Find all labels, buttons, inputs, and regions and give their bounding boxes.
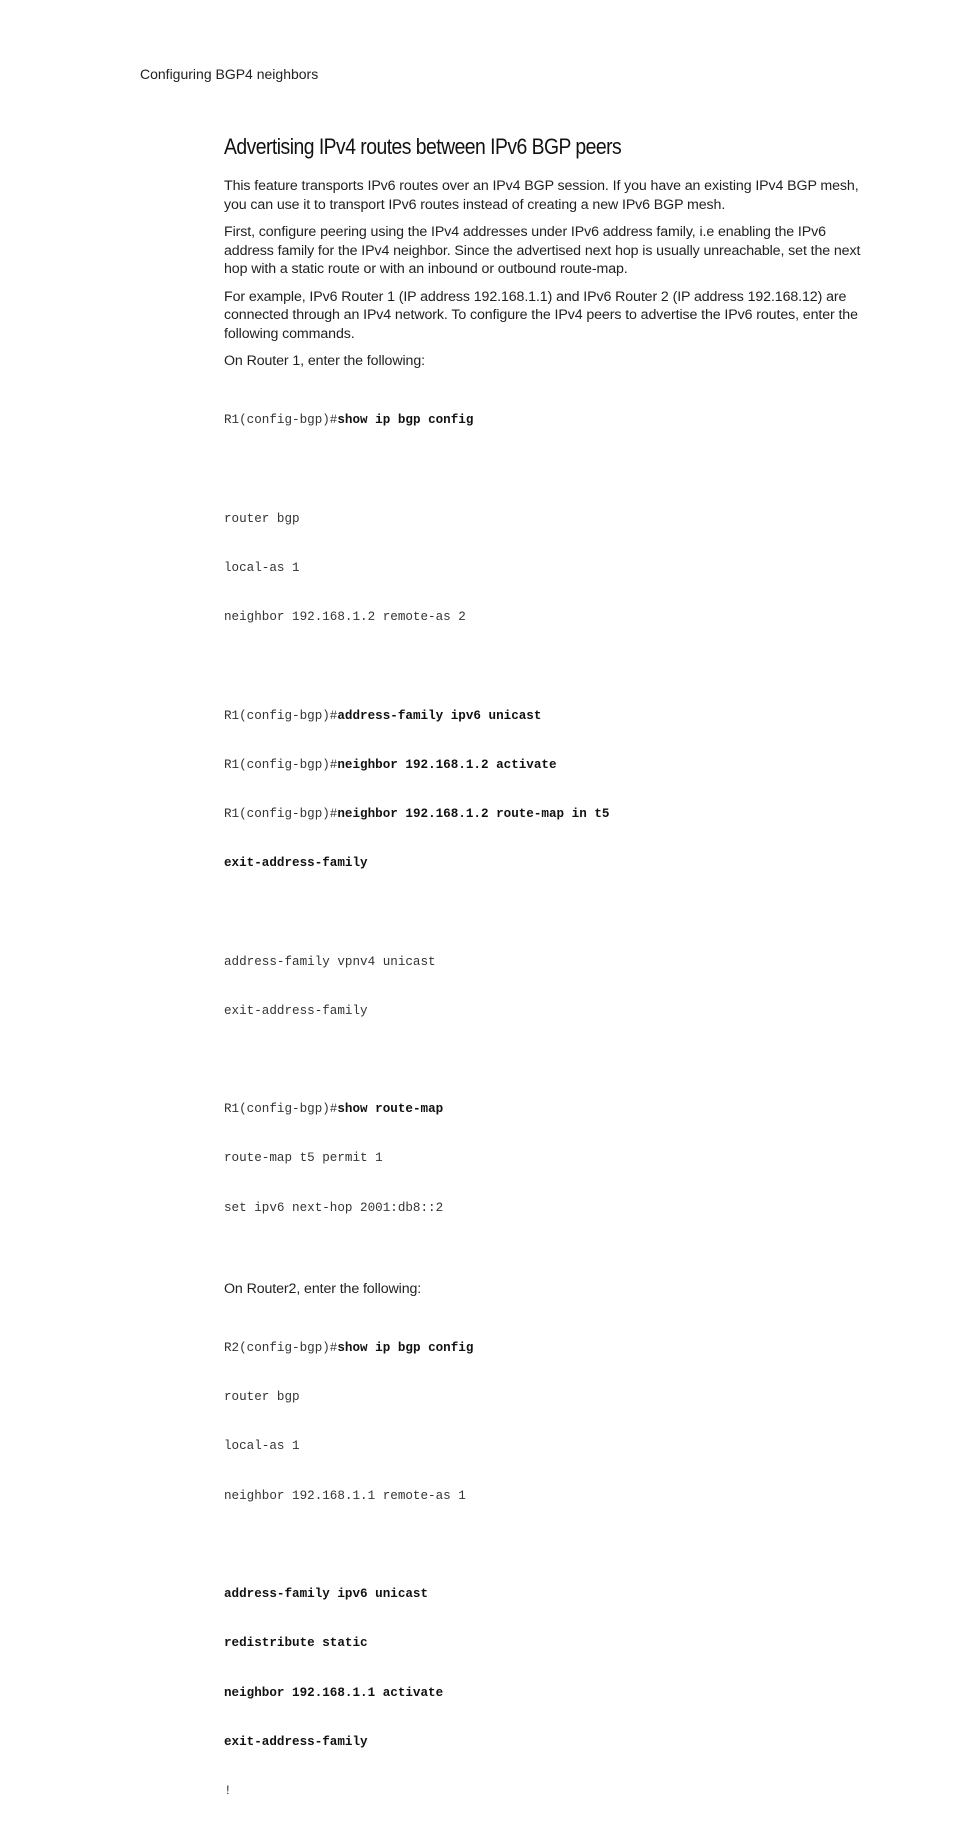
code-line bbox=[224, 1340, 870, 1356]
code-line bbox=[224, 855, 870, 871]
code-command: exit-address-family bbox=[224, 856, 368, 871]
router1-code-block bbox=[224, 380, 870, 1249]
code-prompt: R1(config-bgp)# bbox=[224, 1102, 338, 1117]
code-prompt: R2(config-bgp)# bbox=[224, 1341, 338, 1356]
code-command: neighbor 192.168.1.1 activate bbox=[224, 1685, 444, 1700]
code-line: neighbor 192.168.1.2 remote-as 2 bbox=[224, 610, 466, 625]
code-line bbox=[224, 412, 870, 428]
code-line: route-map t5 permit 1 bbox=[224, 1151, 383, 1166]
code-line bbox=[224, 708, 870, 724]
code-command: exit-address-family bbox=[224, 1734, 368, 1749]
code-line bbox=[224, 1685, 870, 1701]
code-line: router bgp bbox=[224, 511, 300, 526]
code-line: address-family vpnv4 unicast bbox=[224, 954, 436, 969]
peering-paragraph: First, configure peering using the IPv4 addresses under IPv6 address family, i.e enabling the IPv6 address family for the IPv4 neighbor. Since the advertised next hop is usually unreachable, set the next hop with a static route or with an inbound or outbound route-map. bbox=[224, 224, 861, 277]
code-prompt: R1(config-bgp)# bbox=[224, 413, 338, 428]
router2-code-block bbox=[224, 1307, 870, 1832]
running-header: Configuring BGP4 neighbors bbox=[140, 66, 319, 82]
code-line: neighbor 192.168.1.1 remote-as 1 bbox=[224, 1488, 466, 1503]
code-command: address-family ipv6 unicast bbox=[224, 1587, 429, 1602]
router2-intro: On Router2, enter the following: bbox=[224, 1280, 422, 1297]
code-line bbox=[224, 806, 870, 822]
router1-intro: On Router 1, enter the following: bbox=[224, 353, 425, 369]
code-prompt: R1(config-bgp)# bbox=[224, 806, 338, 821]
intro-paragraph: This feature transports IPv6 routes over an IPv4 BGP session. If you have an existing IPv4 BGP mesh, you can use it to transport IPv6 routes instead of creating a new IPv6 BGP mesh. bbox=[224, 178, 859, 213]
code-line bbox=[224, 1101, 870, 1117]
code-command: redistribute static bbox=[224, 1636, 368, 1651]
code-command: show ip bgp config bbox=[337, 1341, 474, 1356]
code-line: exit-address-family bbox=[224, 1003, 368, 1018]
code-line: local-as 1 bbox=[224, 1439, 300, 1454]
page-content bbox=[224, 133, 870, 1832]
example-paragraph: For example, IPv6 Router 1 (IP address 192.168.1.1) and IPv6 Router 2 (IP address 192.168.12) are connected through an IPv4 network. To configure the IPv4 peers to advertise the IPv6 routes, enter the following commands. bbox=[224, 288, 858, 342]
code-command: address-family ipv6 unicast bbox=[337, 708, 542, 723]
section-title: Advertising IPv4 routes between IPv6 BGP peers bbox=[224, 134, 622, 159]
code-line: set ipv6 next-hop 2001:db8::2 bbox=[224, 1200, 444, 1215]
code-line: local-as 1 bbox=[224, 560, 300, 575]
code-line bbox=[224, 1734, 870, 1750]
code-command: neighbor 192.168.1.2 activate bbox=[337, 757, 557, 772]
code-line bbox=[224, 1635, 870, 1651]
code-line bbox=[224, 1586, 870, 1602]
code-command: neighbor 192.168.1.2 route-map in t5 bbox=[337, 806, 610, 821]
code-line bbox=[224, 757, 870, 773]
code-line: router bgp bbox=[224, 1390, 300, 1405]
code-prompt: R1(config-bgp)# bbox=[224, 708, 338, 723]
code-command: show ip bgp config bbox=[337, 413, 474, 428]
code-command: show route-map bbox=[337, 1102, 444, 1117]
code-prompt: R1(config-bgp)# bbox=[224, 757, 338, 772]
code-line: ! bbox=[224, 1783, 232, 1798]
